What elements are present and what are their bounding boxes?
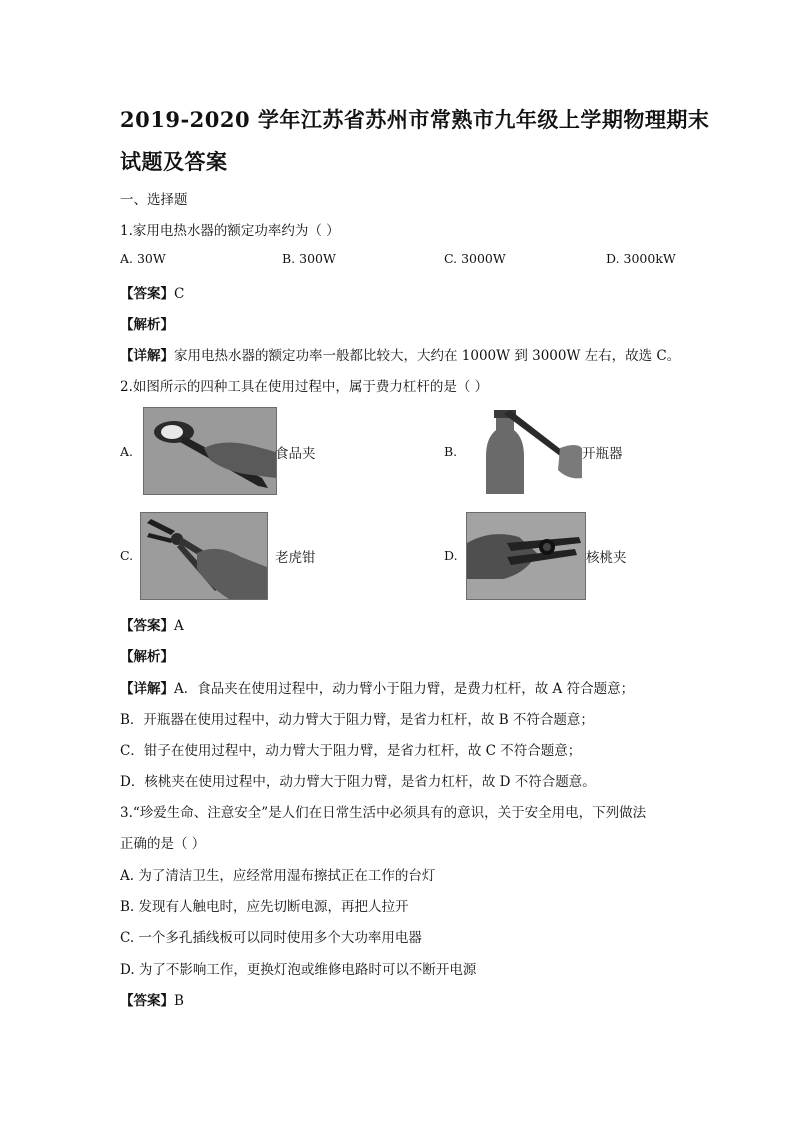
q2-option-a-caption: 食品夹: [275, 446, 316, 462]
document-title-line-2: 试题及答案: [120, 149, 228, 174]
document-title-line-1: 2019-2020 学年江苏省苏州市常熟市九年级上学期物理期末: [120, 107, 710, 132]
answer-label: 【答案】: [120, 993, 174, 1009]
q2-detail-line-2: B．开瓶器在使用过程中，动力臂大于阻力臂，是省力杠杆，故 B 不符合题意；: [120, 712, 594, 728]
q2-analysis-label: 【解析】: [120, 649, 174, 665]
nutcracker-photo-icon: [466, 512, 586, 600]
q2-option-a-letter: A.: [120, 444, 134, 459]
detail-text: A．食品夹在使用过程中，动力臂小于阻力臂，是费力杠杆，故 A 符合题意；: [174, 681, 635, 697]
q2-option-c-letter: C.: [120, 548, 134, 563]
q2-detail-line-3: C．钳子在使用过程中，动力臂大于阻力臂，是省力杠杆，故 C 不符合题意；: [120, 743, 582, 759]
q1-option-d: D. 3000kW: [606, 251, 676, 266]
q3-stem-line-2: 正确的是（ ）: [120, 836, 206, 852]
q1-answer: [120, 282, 184, 302]
answer-value: B: [174, 993, 184, 1009]
answer-label: 【答案】: [120, 618, 174, 634]
q3-answer: [120, 989, 184, 1009]
q3-option-b: B. 发现有人触电时，应先切断电源，再把人拉开: [120, 899, 409, 915]
q1-option-a: A. 30W: [120, 251, 166, 266]
q2-option-d-caption: 核桃夹: [586, 550, 627, 566]
q2-option-d-letter: D.: [444, 548, 458, 563]
answer-value: C: [174, 286, 185, 302]
q2-detail-line-4: D．核桃夹在使用过程中，动力臂大于阻力臂，是省力杠杆，故 D 不符合题意。: [120, 774, 596, 790]
q2-stem: 2.如图所示的四种工具在使用过程中，属于费力杠杆的是（ ）: [120, 379, 489, 395]
pliers-photo-icon: [140, 512, 268, 600]
q1-analysis-label: 【解析】: [120, 317, 174, 333]
q2-option-b-letter: B.: [444, 444, 458, 459]
answer-label: 【答案】: [120, 286, 174, 302]
q1-stem: 1.家用电热水器的额定功率约为（ ）: [120, 223, 340, 239]
detail-text: 家用电热水器的额定功率一般都比较大，大约在 1000W 到 3000W 左右，故选 C。: [174, 348, 681, 364]
detail-label: 【详解】: [120, 681, 174, 697]
bottle-opener-photo-icon: [467, 407, 583, 495]
section-heading: 一、选择题: [120, 192, 188, 208]
q1-detail: [120, 344, 680, 364]
q1-option-b: B. 300W: [282, 251, 336, 266]
food-tongs-photo-icon: [143, 407, 277, 495]
q2-option-b-caption: 开瓶器: [582, 446, 623, 462]
q2-option-c-caption: 老虎钳: [275, 550, 316, 566]
q3-stem-line-1: 3.“珍爱生命、注意安全”是人们在日常生活中必须具有的意识，关于安全用电，下列做法: [120, 805, 647, 821]
q3-option-d: D. 为了不影响工作，更换灯泡或维修电路时可以不断开电源: [120, 962, 477, 978]
q2-answer: [120, 614, 184, 634]
q3-option-a: A. 为了清洁卫生，应经常用湿布擦拭正在工作的台灯: [120, 868, 436, 884]
detail-label: 【详解】: [120, 348, 174, 364]
q2-detail-line-1: [120, 677, 634, 697]
q3-option-c: C. 一个多孔插线板可以同时使用多个大功率用电器: [120, 930, 422, 946]
answer-value: A: [174, 618, 184, 634]
q1-option-c: C. 3000W: [444, 251, 506, 266]
